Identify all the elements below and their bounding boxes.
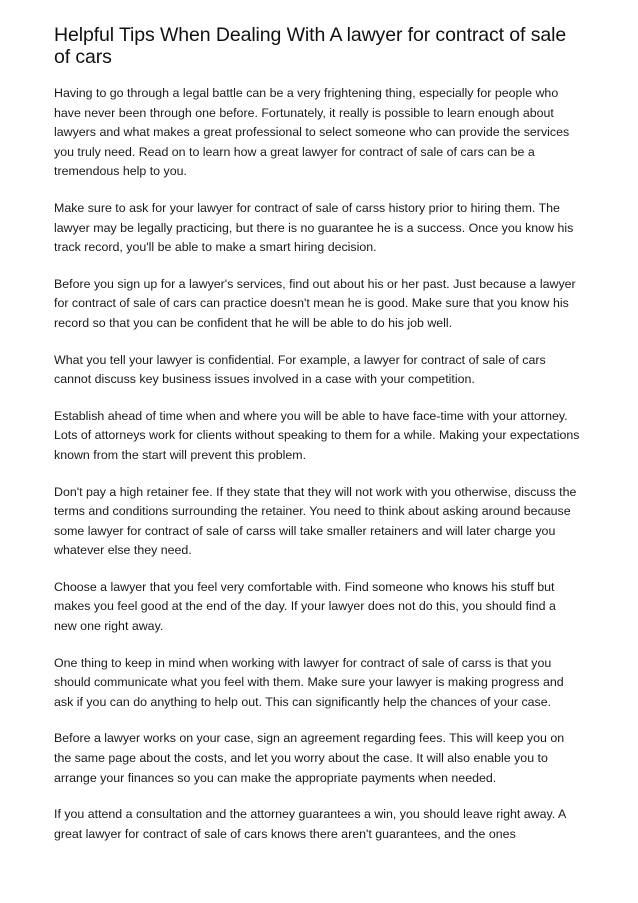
paragraph-3: Before you sign up for a lawyer's services, find out about his or her past. Just because a lawyer for contract of sale of cars can practice doesn't mean he is good. Make sure that you know his record so that you can be confident that he will be able to do his job well. bbox=[54, 276, 576, 330]
paragraph-2: Make sure to ask for your lawyer for contract of sale of carss history prior to hiring them. The lawyer may be legally practicing, but there is no guarantee he is a success. Once you know his track record, you'll be able to make a smart hiring decision. bbox=[54, 200, 574, 255]
paragraph-10: If you attend a consultation and the attorney guarantees a win, you should leave right away. A great lawyer for contract of sale of cars knows there aren't guarantees, and the ones bbox=[54, 807, 566, 841]
paragraph-5: Establish ahead of time when and where you will be able to have face-time with your attorney. Lots of attorneys work for clients without speaking to them for a while. Making your expectations known from the start will prevent this problem. bbox=[54, 408, 580, 462]
paragraph-1: Having to go through a legal battle can be a very frightening thing, especially for people who have never been through one before. Fortunately, it really is possible to learn enough about lawyers and what makes a great professional to select someone who can provide the services you truly need. Read on to learn how a great lawyer for contract of sale of cars can be a tremendous help to you. bbox=[54, 86, 570, 179]
paragraph-7: Choose a lawyer that you feel very comfortable with. Find someone who knows his stuff but makes you feel good at the end of the day. If your lawyer does not do this, you should find a new one right away. bbox=[54, 579, 556, 634]
paragraph-8: One thing to keep in mind when working with lawyer for contract of sale of carss is that you should communicate what you feel with them. Make sure your lawyer is making progress and ask if you can do anything to help out. This can significantly help the chances of your case. bbox=[54, 655, 564, 709]
document-title: Helpful Tips When Dealing With A lawyer for contract of sale of cars bbox=[54, 24, 567, 68]
paragraph-9: Before a lawyer works on your case, sign an agreement regarding fees. This will keep you on the same page about the costs, and let you worry about the case. It will also enable you to arrange your finances so you can make the appropriate payments when needed. bbox=[54, 731, 565, 785]
paragraph-4: What you tell your lawyer is confidential. For example, a lawyer for contract of sale of cars cannot discuss key business issues involved in a case with your competition. bbox=[54, 352, 546, 387]
paragraph-6: Don't pay a high retainer fee. If they state that they will not work with you otherwise, discuss the terms and conditions surrounding the retainer. You need to think about asking around because some lawyer for contract of sale of carss will take smaller retainers and will later charge you whatever else they need. bbox=[54, 484, 577, 558]
